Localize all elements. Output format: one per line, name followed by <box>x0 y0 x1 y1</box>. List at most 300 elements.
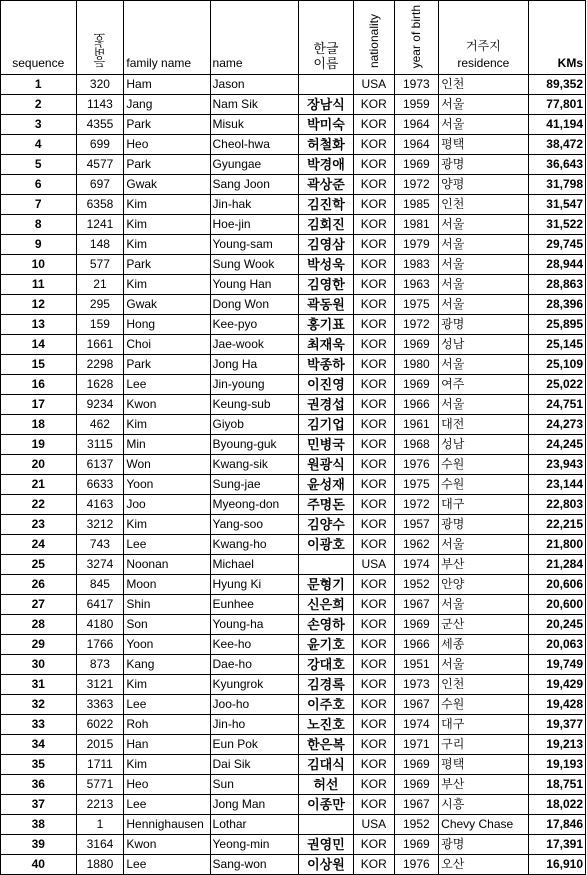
sequence-cell: 7 <box>1 195 77 215</box>
year-of-birth-cell: 1981 <box>394 215 439 235</box>
kms-cell: 28,944 <box>528 255 585 275</box>
name-cell: Sung Wook <box>210 255 298 275</box>
sequence-cell: 30 <box>1 655 77 675</box>
year-of-birth-cell: 1972 <box>394 175 439 195</box>
kms-cell: 18,022 <box>528 795 585 815</box>
kms-cell: 25,022 <box>528 375 585 395</box>
nationality-cell: KOR <box>354 255 394 275</box>
korean-name-cell: 권경섭 <box>298 395 353 415</box>
sequence-cell: 3 <box>1 115 77 135</box>
year-of-birth-cell: 1975 <box>394 475 439 495</box>
sequence-cell: 6 <box>1 175 77 195</box>
nationality-cell: KOR <box>354 155 394 175</box>
sequence-cell: 35 <box>1 755 77 775</box>
korean-name-cell: 김기업 <box>298 415 353 435</box>
korean-name-cell: 원광식 <box>298 455 353 475</box>
table-row <box>1 455 586 475</box>
kms-cell: 24,273 <box>528 415 585 435</box>
sequence-cell: 39 <box>1 835 77 855</box>
year-of-birth-cell: 1985 <box>394 195 439 215</box>
year-of-birth-cell: 1969 <box>394 375 439 395</box>
residence-cell: 평택 <box>439 755 528 775</box>
nationality-cell: KOR <box>354 215 394 235</box>
korean-name-cell: 이상원 <box>298 855 353 875</box>
korean-name-cell: 최재욱 <box>298 335 353 355</box>
residence-cell: 여주 <box>439 375 528 395</box>
sequence-cell: 20 <box>1 455 77 475</box>
table-row <box>1 555 586 575</box>
nationality-cell: KOR <box>354 735 394 755</box>
sequence-cell: 24 <box>1 535 77 555</box>
reg-no-cell: 3115 <box>76 435 124 455</box>
table-row <box>1 315 586 335</box>
table-row <box>1 395 586 415</box>
table-row <box>1 715 586 735</box>
nationality-cell: KOR <box>354 855 394 875</box>
year-of-birth-cell: 1959 <box>394 95 439 115</box>
residence-cell: 평택 <box>439 135 528 155</box>
kms-cell: 20,063 <box>528 635 585 655</box>
name-cell: Cheol-hwa <box>210 135 298 155</box>
family-name-cell: Han <box>124 735 210 755</box>
residence-cell: 시흥 <box>439 795 528 815</box>
name-cell: Kwang-sik <box>210 455 298 475</box>
name-cell: Giyob <box>210 415 298 435</box>
table-row <box>1 595 586 615</box>
korean-name-cell: 장남식 <box>298 95 353 115</box>
reg-no-cell: 873 <box>76 655 124 675</box>
family-name-cell: Noonan <box>124 555 210 575</box>
name-cell: Dong Won <box>210 295 298 315</box>
year-of-birth-cell: 1971 <box>394 735 439 755</box>
name-cell: Byoung-guk <box>210 435 298 455</box>
year-of-birth-cell: 1969 <box>394 775 439 795</box>
year-of-birth-cell: 1967 <box>394 695 439 715</box>
reg-no-cell: 1766 <box>76 635 124 655</box>
korean-name-cell <box>298 75 353 95</box>
korean-name-cell: 강대호 <box>298 655 353 675</box>
table-row <box>1 95 586 115</box>
sequence-cell: 4 <box>1 135 77 155</box>
header-nationality <box>354 1 394 75</box>
reg-no-cell: 3274 <box>76 555 124 575</box>
sequence-cell: 16 <box>1 375 77 395</box>
korean-name-cell <box>298 555 353 575</box>
name-cell: Sang-won <box>210 855 298 875</box>
name-cell: Young Han <box>210 275 298 295</box>
name-cell: Lothar <box>210 815 298 835</box>
reg-no-cell: 159 <box>76 315 124 335</box>
table-row <box>1 515 586 535</box>
year-of-birth-cell: 1969 <box>394 155 439 175</box>
year-of-birth-cell: 1974 <box>394 555 439 575</box>
kms-cell: 25,895 <box>528 315 585 335</box>
year-of-birth-cell: 1957 <box>394 515 439 535</box>
family-name-cell: Gwak <box>124 295 210 315</box>
korean-name-cell: 홍기표 <box>298 315 353 335</box>
nationality-cell: KOR <box>354 175 394 195</box>
family-name-cell: Moon <box>124 575 210 595</box>
name-cell: Sung-jae <box>210 475 298 495</box>
nationality-cell: KOR <box>354 315 394 335</box>
nationality-cell: KOR <box>354 275 394 295</box>
reg-no-cell: 1 <box>76 815 124 835</box>
name-cell: Yeong-min <box>210 835 298 855</box>
header-reg-no <box>76 1 124 75</box>
sequence-cell: 14 <box>1 335 77 355</box>
name-cell: Jae-wook <box>210 335 298 355</box>
table-row <box>1 175 586 195</box>
table-row <box>1 475 586 495</box>
korean-name-cell: 신은희 <box>298 595 353 615</box>
kms-cell: 23,943 <box>528 455 585 475</box>
family-name-cell: Lee <box>124 535 210 555</box>
sequence-cell: 13 <box>1 315 77 335</box>
sequence-cell: 23 <box>1 515 77 535</box>
residence-cell: Chevy Chase <box>439 815 528 835</box>
name-cell: Misuk <box>210 115 298 135</box>
reg-no-cell: 2298 <box>76 355 124 375</box>
nationality-cell: KOR <box>354 335 394 355</box>
table-row <box>1 375 586 395</box>
residence-cell: 대구 <box>439 495 528 515</box>
header-sequence: sequence <box>1 1 77 75</box>
reg-no-cell: 1143 <box>76 95 124 115</box>
name-cell: Jin-ho <box>210 715 298 735</box>
reg-no-cell: 9234 <box>76 395 124 415</box>
sequence-cell: 5 <box>1 155 77 175</box>
reg-no-cell: 4180 <box>76 615 124 635</box>
table-row <box>1 275 586 295</box>
table-body <box>1 75 586 875</box>
nationality-cell: KOR <box>354 415 394 435</box>
year-of-birth-cell: 1967 <box>394 795 439 815</box>
header-korean-name-line2: 이름 <box>313 56 339 71</box>
nationality-cell: KOR <box>354 295 394 315</box>
name-cell: Young-sam <box>210 235 298 255</box>
kms-cell: 20,606 <box>528 575 585 595</box>
kms-cell: 28,863 <box>528 275 585 295</box>
reg-no-cell: 6137 <box>76 455 124 475</box>
residence-cell: 서울 <box>439 535 528 555</box>
korean-name-cell: 김영한 <box>298 275 353 295</box>
family-name-cell: Park <box>124 155 210 175</box>
header-residence-line2: residence <box>457 56 510 70</box>
sequence-cell: 28 <box>1 615 77 635</box>
year-of-birth-cell: 1980 <box>394 355 439 375</box>
name-cell: Jason <box>210 75 298 95</box>
nationality-cell: KOR <box>354 615 394 635</box>
header-year-of-birth-text: year of birth <box>409 4 424 68</box>
header-korean-name <box>298 1 353 75</box>
table-row <box>1 295 586 315</box>
residence-cell: 광명 <box>439 155 528 175</box>
table-row <box>1 535 586 555</box>
table-row <box>1 755 586 775</box>
name-cell: Eunhee <box>210 595 298 615</box>
sequence-cell: 37 <box>1 795 77 815</box>
kms-cell: 24,751 <box>528 395 585 415</box>
name-cell: Kyungrok <box>210 675 298 695</box>
header-nationality-text: nationality <box>366 13 381 68</box>
sequence-cell: 29 <box>1 635 77 655</box>
sequence-cell: 40 <box>1 855 77 875</box>
name-cell: Dae-ho <box>210 655 298 675</box>
family-name-cell: Kwon <box>124 835 210 855</box>
residence-cell: 서울 <box>439 95 528 115</box>
table-row <box>1 335 586 355</box>
reg-no-cell: 2015 <box>76 735 124 755</box>
table-row <box>1 75 586 95</box>
family-name-cell: Joo <box>124 495 210 515</box>
reg-no-cell: 3164 <box>76 835 124 855</box>
residence-cell: 부산 <box>439 775 528 795</box>
nationality-cell: KOR <box>354 475 394 495</box>
kms-cell: 29,745 <box>528 235 585 255</box>
table-row <box>1 215 586 235</box>
korean-name-cell: 민병국 <box>298 435 353 455</box>
family-name-cell: Yoon <box>124 635 210 655</box>
year-of-birth-cell: 1962 <box>394 535 439 555</box>
year-of-birth-cell: 1964 <box>394 115 439 135</box>
nationality-cell: KOR <box>354 575 394 595</box>
residence-cell: 성남 <box>439 435 528 455</box>
header-residence <box>439 1 528 75</box>
sequence-cell: 33 <box>1 715 77 735</box>
family-name-cell: Jang <box>124 95 210 115</box>
residence-cell: 수원 <box>439 475 528 495</box>
family-name-cell: Kim <box>124 415 210 435</box>
table-row <box>1 355 586 375</box>
year-of-birth-cell: 1969 <box>394 335 439 355</box>
residence-cell: 서울 <box>439 275 528 295</box>
sequence-cell: 19 <box>1 435 77 455</box>
year-of-birth-cell: 1967 <box>394 595 439 615</box>
family-name-cell: Gwak <box>124 175 210 195</box>
name-cell: Sang Joon <box>210 175 298 195</box>
kms-cell: 89,352 <box>528 75 585 95</box>
name-cell: Nam Sik <box>210 95 298 115</box>
residence-cell: 구리 <box>439 735 528 755</box>
family-name-cell: Hong <box>124 315 210 335</box>
year-of-birth-cell: 1969 <box>394 835 439 855</box>
sequence-cell: 21 <box>1 475 77 495</box>
kms-cell: 18,751 <box>528 775 585 795</box>
nationality-cell: KOR <box>354 435 394 455</box>
year-of-birth-cell: 1952 <box>394 815 439 835</box>
korean-name-cell: 김대식 <box>298 755 353 775</box>
header-kms: KMs <box>528 1 585 75</box>
residence-cell: 광명 <box>439 835 528 855</box>
kms-cell: 36,643 <box>528 155 585 175</box>
name-cell: Kee-ho <box>210 635 298 655</box>
reg-no-cell: 697 <box>76 175 124 195</box>
residence-cell: 서울 <box>439 255 528 275</box>
table-row <box>1 115 586 135</box>
year-of-birth-cell: 1976 <box>394 855 439 875</box>
name-cell: Joo-ho <box>210 695 298 715</box>
sequence-cell: 1 <box>1 75 77 95</box>
residence-cell: 서울 <box>439 355 528 375</box>
name-cell: Sun <box>210 775 298 795</box>
nationality-cell: KOR <box>354 775 394 795</box>
kms-cell: 21,800 <box>528 535 585 555</box>
kms-cell: 25,109 <box>528 355 585 375</box>
kms-cell: 25,145 <box>528 335 585 355</box>
family-name-cell: Kwon <box>124 395 210 415</box>
kms-cell: 28,396 <box>528 295 585 315</box>
family-name-cell: Park <box>124 115 210 135</box>
nationality-cell: KOR <box>354 695 394 715</box>
sequence-cell: 12 <box>1 295 77 315</box>
year-of-birth-cell: 1973 <box>394 675 439 695</box>
reg-no-cell: 6417 <box>76 595 124 615</box>
table-row <box>1 815 586 835</box>
korean-name-cell: 김영삼 <box>298 235 353 255</box>
korean-name-cell: 한은복 <box>298 735 353 755</box>
residence-cell: 군산 <box>439 615 528 635</box>
korean-name-cell: 윤기호 <box>298 635 353 655</box>
korean-name-cell: 곽동원 <box>298 295 353 315</box>
table-row <box>1 775 586 795</box>
kms-cell: 19,429 <box>528 675 585 695</box>
name-cell: Jong Man <box>210 795 298 815</box>
kms-cell: 20,245 <box>528 615 585 635</box>
family-name-cell: Kim <box>124 235 210 255</box>
reg-no-cell: 295 <box>76 295 124 315</box>
table-row <box>1 735 586 755</box>
family-name-cell: Hennighausen <box>124 815 210 835</box>
nationality-cell: KOR <box>354 375 394 395</box>
residence-cell: 광명 <box>439 515 528 535</box>
nationality-cell: KOR <box>354 835 394 855</box>
reg-no-cell: 6358 <box>76 195 124 215</box>
family-name-cell: Lee <box>124 695 210 715</box>
sequence-cell: 32 <box>1 695 77 715</box>
year-of-birth-cell: 1964 <box>394 135 439 155</box>
nationality-cell: KOR <box>354 455 394 475</box>
family-name-cell: Park <box>124 255 210 275</box>
kms-cell: 21,284 <box>528 555 585 575</box>
table-row <box>1 655 586 675</box>
kms-cell: 31,522 <box>528 215 585 235</box>
nationality-cell: KOR <box>354 355 394 375</box>
residence-cell: 서울 <box>439 655 528 675</box>
sequence-cell: 34 <box>1 735 77 755</box>
nationality-cell: KOR <box>354 675 394 695</box>
sequence-cell: 22 <box>1 495 77 515</box>
header-reg-no-text: 등번호 <box>92 32 107 68</box>
residence-cell: 세종 <box>439 635 528 655</box>
residence-cell: 대전 <box>439 415 528 435</box>
residence-cell: 양평 <box>439 175 528 195</box>
name-cell: Dai Sik <box>210 755 298 775</box>
kms-cell: 77,801 <box>528 95 585 115</box>
reg-no-cell: 462 <box>76 415 124 435</box>
year-of-birth-cell: 1966 <box>394 395 439 415</box>
residence-cell: 서울 <box>439 215 528 235</box>
table-row <box>1 135 586 155</box>
table-row <box>1 795 586 815</box>
year-of-birth-cell: 1979 <box>394 235 439 255</box>
kms-cell: 31,798 <box>528 175 585 195</box>
reg-no-cell: 320 <box>76 75 124 95</box>
table-row <box>1 495 586 515</box>
sequence-cell: 36 <box>1 775 77 795</box>
name-cell: Hoe-jin <box>210 215 298 235</box>
korean-name-cell: 이주호 <box>298 695 353 715</box>
residence-cell: 인천 <box>439 675 528 695</box>
year-of-birth-cell: 1952 <box>394 575 439 595</box>
header-korean-name-line1: 한글 <box>313 41 339 56</box>
korean-name-cell: 노진호 <box>298 715 353 735</box>
name-cell: Michael <box>210 555 298 575</box>
reg-no-cell: 1880 <box>76 855 124 875</box>
nationality-cell: USA <box>354 555 394 575</box>
reg-no-cell: 6022 <box>76 715 124 735</box>
reg-no-cell: 5771 <box>76 775 124 795</box>
reg-no-cell: 3212 <box>76 515 124 535</box>
nationality-cell: KOR <box>354 635 394 655</box>
residence-cell: 안양 <box>439 575 528 595</box>
year-of-birth-cell: 1972 <box>394 315 439 335</box>
residence-cell: 인천 <box>439 75 528 95</box>
name-cell: Keung-sub <box>210 395 298 415</box>
kms-cell: 20,600 <box>528 595 585 615</box>
table-row <box>1 155 586 175</box>
family-name-cell: Roh <box>124 715 210 735</box>
kms-cell: 19,749 <box>528 655 585 675</box>
korean-name-cell: 주명돈 <box>298 495 353 515</box>
reg-no-cell: 148 <box>76 235 124 255</box>
family-name-cell: Heo <box>124 135 210 155</box>
family-name-cell: Kim <box>124 675 210 695</box>
sequence-cell: 8 <box>1 215 77 235</box>
kms-cell: 23,144 <box>528 475 585 495</box>
family-name-cell: Heo <box>124 775 210 795</box>
residence-cell: 부산 <box>439 555 528 575</box>
name-cell: Gyungae <box>210 155 298 175</box>
year-of-birth-cell: 1969 <box>394 755 439 775</box>
sequence-cell: 26 <box>1 575 77 595</box>
family-name-cell: Lee <box>124 855 210 875</box>
kms-cell: 24,245 <box>528 435 585 455</box>
residence-cell: 대구 <box>439 715 528 735</box>
family-name-cell: Kim <box>124 275 210 295</box>
korean-name-cell: 이광호 <box>298 535 353 555</box>
year-of-birth-cell: 1975 <box>394 295 439 315</box>
name-cell: Yang-soo <box>210 515 298 535</box>
table-row <box>1 255 586 275</box>
family-name-cell: Lee <box>124 375 210 395</box>
reg-no-cell: 4577 <box>76 155 124 175</box>
reg-no-cell: 2213 <box>76 795 124 815</box>
family-name-cell: Kang <box>124 655 210 675</box>
name-cell: Hyung Ki <box>210 575 298 595</box>
korean-name-cell: 박종하 <box>298 355 353 375</box>
table-row <box>1 695 586 715</box>
table-row <box>1 435 586 455</box>
korean-name-cell: 김양수 <box>298 515 353 535</box>
name-cell: Jin-hak <box>210 195 298 215</box>
korean-name-cell: 김진학 <box>298 195 353 215</box>
name-cell: Eun Pok <box>210 735 298 755</box>
reg-no-cell: 21 <box>76 275 124 295</box>
korean-name-cell: 이종만 <box>298 795 353 815</box>
nationality-cell: USA <box>354 75 394 95</box>
table-row <box>1 675 586 695</box>
reg-no-cell: 845 <box>76 575 124 595</box>
